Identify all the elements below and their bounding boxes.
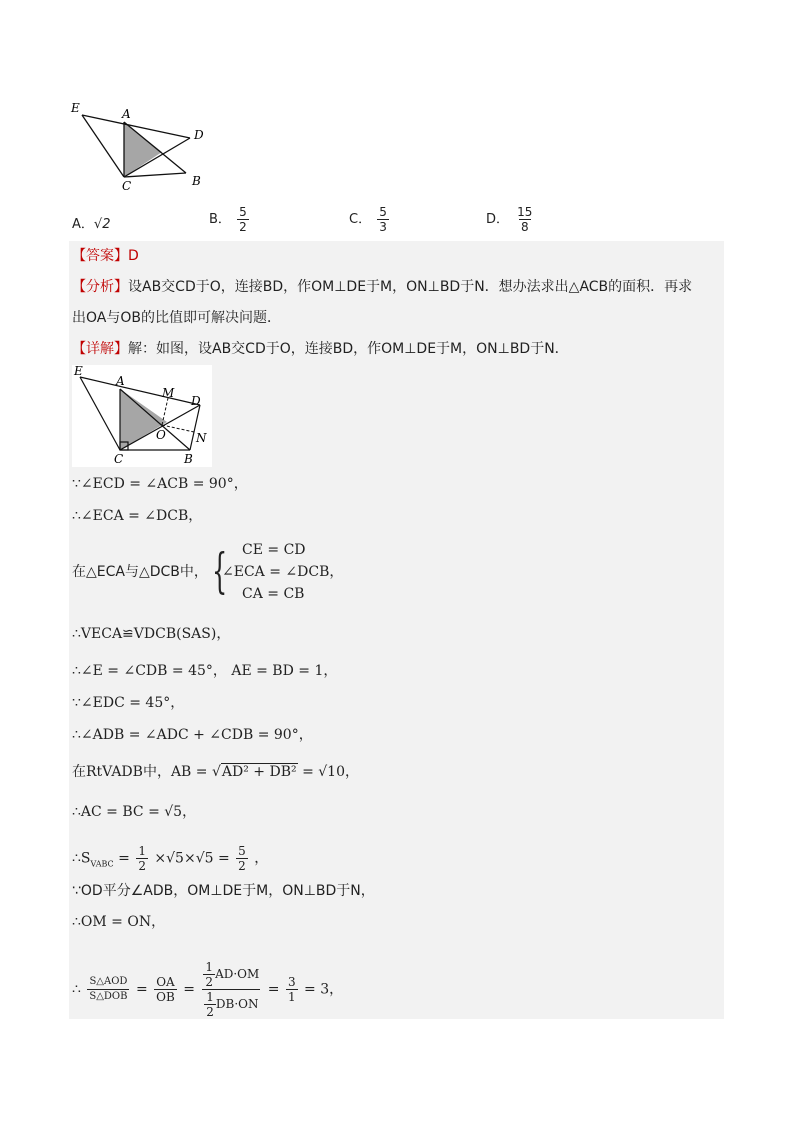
label-E: E xyxy=(71,101,80,115)
answer-line: 【答案】D xyxy=(72,248,139,264)
figure-2-diagram xyxy=(72,365,212,467)
step-3-eq-3: CA = CB xyxy=(242,586,305,602)
label-D: D xyxy=(194,128,204,142)
step-10: $\therefore S_{VABC}$ = $\frac{1}{2}$ ×√5×√5 = $\frac{5}{2}$ ， xyxy=(72,844,269,873)
step-1: ∵∠ECD = ∠ACB = 90°， xyxy=(72,476,248,492)
detail-intro: 【详解】解：如图，设AB交CD于O，连接BD，作OM⊥DE于M，ON⊥BD于N． xyxy=(72,341,569,357)
option-a: A．√2 xyxy=(72,217,111,232)
step-3-eq-1: CE = CD xyxy=(242,542,306,558)
step-13: ∴ $\frac{\text{S△AOD}}{\text{S△DOB}}$ = $\frac{OA}{OB}$ = $\frac{1}{2}$ AD·OM $\frac{1}{2}$ DB·ON = $\frac{3}{1}$ = 3， xyxy=(72,960,344,1019)
label-M: M xyxy=(162,386,175,400)
analysis-line-1: 【分析】设AB交CD于O，连接BD，作OM⊥DE于M，ON⊥BD于N．想办法求出△ACB的面积．再求 xyxy=(72,279,693,295)
label-B: B xyxy=(192,174,201,188)
label-E: E xyxy=(74,365,83,378)
option-c: C． $\frac{5}{3}$ xyxy=(349,205,387,234)
label-D: D xyxy=(191,394,201,408)
step-12: ∴OM = ON， xyxy=(72,914,166,930)
step-11: ∵OD平分∠ADB，OM⊥DE于M，ON⊥BD于N， xyxy=(72,883,375,899)
step-3-brace: { xyxy=(212,543,228,599)
option-b: B． $\frac{5}{2}$ xyxy=(209,205,247,234)
analysis-line-2: 出OA与OB的比值即可解决问题． xyxy=(72,310,281,326)
step-3-prefix: 在△ECA与△DCB中， xyxy=(72,564,208,580)
label-N: N xyxy=(196,431,207,445)
step-4: ∴VECA≌VDCB(SAS)， xyxy=(72,626,231,642)
label-O: O xyxy=(156,428,166,442)
step-5: ∴∠E = ∠CDB = 45°， AE = BD = 1， xyxy=(72,663,338,679)
label-A: A xyxy=(122,107,131,121)
option-d: D． $\frac{15}{8}$ xyxy=(486,205,533,234)
label-A: A xyxy=(116,374,125,388)
step-7: ∴∠ADB = ∠ADC + ∠CDB = 90°， xyxy=(72,727,313,743)
step-8: 在RtVADB中，AB = √AD² + DB² = √10， xyxy=(72,764,359,780)
step-3-eq-2: ∠ECA = ∠DCB， xyxy=(222,564,344,580)
label-C: C xyxy=(114,452,124,466)
label-B: B xyxy=(184,452,193,466)
step-9: ∴AC = BC = √5， xyxy=(72,804,197,820)
step-2: ∴∠ECA = ∠DCB， xyxy=(72,508,203,524)
figure-1-diagram xyxy=(66,100,226,192)
label-C: C xyxy=(122,179,132,192)
step-6: ∵∠EDC = 45°， xyxy=(72,695,185,711)
